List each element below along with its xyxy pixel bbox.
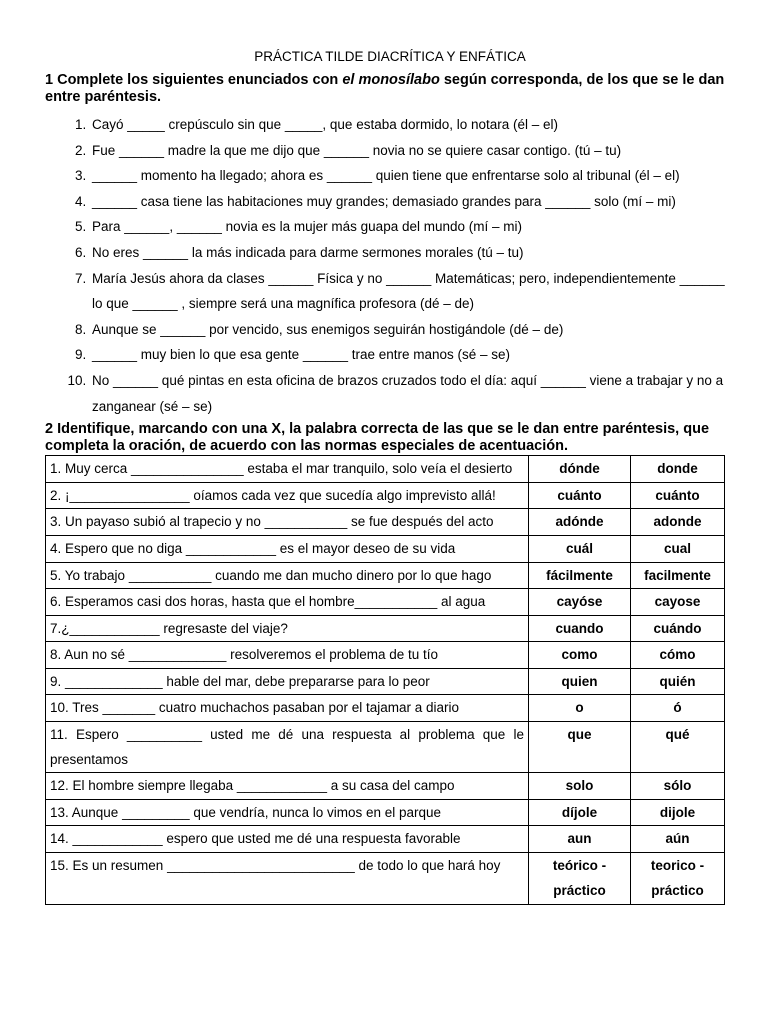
- option-a-cell[interactable]: cuál: [529, 535, 631, 562]
- option-b-cell[interactable]: ó: [631, 695, 725, 722]
- table-row: [46, 773, 725, 800]
- table-row: [46, 826, 725, 853]
- list-item: 3. ______ momento ha llegado; ahora es ______ quien tiene que enfrentarse solo al tribunal (él – el): [90, 163, 725, 189]
- option-a-cell[interactable]: que: [529, 722, 631, 773]
- sentence-cell: 11. Espero __________ usted me dé una respuesta al problema que le presentamos: [46, 722, 529, 773]
- option-b-cell[interactable]: cómo: [631, 642, 725, 669]
- sentence-cell: 8. Aun no sé _____________ resolveremos el problema de tu tío: [46, 642, 529, 669]
- sentence-cell: 2. ¡________________ oíamos cada vez que sucedía algo imprevisto allá!: [46, 482, 529, 509]
- option-b-cell[interactable]: facilmente: [631, 562, 725, 589]
- table-row: [46, 722, 725, 773]
- table-row: [46, 562, 725, 589]
- option-a-cell[interactable]: quien: [529, 668, 631, 695]
- sentence-cell: 1. Muy cerca _______________ estaba el mar tranquilo, solo veía el desierto: [46, 456, 529, 483]
- sentence-cell: 10. Tres _______ cuatro muchachos pasaban por el tajamar a diario: [46, 695, 529, 722]
- option-b-cell[interactable]: adonde: [631, 509, 725, 536]
- section-2-heading: [45, 421, 725, 455]
- option-b-cell[interactable]: quién: [631, 668, 725, 695]
- sentence-cell: 12. El hombre siempre llegaba ____________ a su casa del campo: [46, 773, 529, 800]
- list-item: 4. ______ casa tiene las habitaciones muy grandes; demasiado grandes para ______ solo (mí – mi): [90, 189, 725, 215]
- sentence-cell: 13. Aunque _________ que vendría, nunca lo vimos en el parque: [46, 799, 529, 826]
- option-b-cell[interactable]: sólo: [631, 773, 725, 800]
- sentence-cell: 15. Es un resumen _________________________ de todo lo que hará hoy: [46, 852, 529, 904]
- sentence-cell: 3. Un payaso subió al trapecio y no ___________ se fue después del acto: [46, 509, 529, 536]
- section-1-heading: [45, 72, 725, 106]
- table-row: [46, 589, 725, 616]
- table-row: [46, 615, 725, 642]
- option-a-cell[interactable]: aun: [529, 826, 631, 853]
- list-item: 7. María Jesús ahora da clases ______ Física y no ______ Matemáticas; pero, independientemente ______ lo que ______ , siempre será una magnífica profesora (dé – de): [90, 266, 725, 317]
- option-a-cell[interactable]: o: [529, 695, 631, 722]
- list-item: 1. Cayó _____ crepúsculo sin que _____, que estaba dormido, lo notara (él – el): [90, 112, 725, 138]
- table-row: [46, 535, 725, 562]
- option-a-cell[interactable]: fácilmente: [529, 562, 631, 589]
- option-a-cell[interactable]: solo: [529, 773, 631, 800]
- sentence-cell: 6. Esperamos casi dos horas, hasta que el hombre___________ al agua: [46, 589, 529, 616]
- option-a-cell[interactable]: como: [529, 642, 631, 669]
- option-b-cell[interactable]: dijole: [631, 799, 725, 826]
- sentence-cell: 5. Yo trabajo ___________ cuando me dan mucho dinero por lo que hago: [46, 562, 529, 589]
- section-1-heading-end: según corresponda, de los que se le dan entre paréntesis.: [45, 72, 725, 105]
- section-2-heading-end: , la palabra correcta de las que se le dan entre paréntesis, que completa la oración, de acuerdo con las normas especiales de acentuación.: [45, 421, 710, 455]
- sentence-cell: 4. Espero que no diga ____________ es el mayor deseo de su vida: [46, 535, 529, 562]
- table-row: [46, 695, 725, 722]
- table-row: [46, 509, 725, 536]
- list-item: 6. No eres ______ la más indicada para darme sermones morales (tú – tu): [90, 240, 725, 266]
- table-row: [46, 456, 725, 483]
- table-row: [46, 799, 725, 826]
- option-b-cell[interactable]: teorico - práctico: [631, 852, 725, 904]
- table-row: [46, 642, 725, 669]
- page-title: PRÁCTICA TILDE DIACRÍTICA Y ENFÁTICA: [254, 49, 526, 64]
- accent-table-body: [46, 456, 725, 905]
- option-a-cell[interactable]: dónde: [529, 456, 631, 483]
- accent-table: [45, 455, 725, 905]
- option-a-cell[interactable]: cayóse: [529, 589, 631, 616]
- option-b-cell[interactable]: cual: [631, 535, 725, 562]
- table-row: [46, 668, 725, 695]
- option-b-cell[interactable]: donde: [631, 456, 725, 483]
- list-item: 2. Fue ______ madre la que me dijo que ______ novia no se quiere casar contigo. (tú – tu): [90, 138, 725, 164]
- list-item: 9. ______ muy bien lo que esa gente ______ trae entre manos (sé – se): [90, 342, 725, 368]
- worksheet: [45, 48, 725, 905]
- list-item: 5. Para ______, ______ novia es la mujer más guapa del mundo (mí – mi): [90, 214, 725, 240]
- option-b-cell[interactable]: aún: [631, 826, 725, 853]
- list-item: 8. Aunque se ______ por vencido, sus enemigos seguirán hostigándole (dé – de): [90, 317, 725, 343]
- option-a-cell[interactable]: cuánto: [529, 482, 631, 509]
- list-item: 10. No ______ qué pintas en esta oficina de brazos cruzados todo el día: aquí ______ viene a trabajar y no a zanganear (sé – se): [90, 368, 725, 419]
- table-row: [46, 852, 725, 904]
- option-a-cell[interactable]: adónde: [529, 509, 631, 536]
- sentence-cell: 7.¿____________ regresaste del viaje?: [46, 615, 529, 642]
- option-a-cell[interactable]: cuando: [529, 615, 631, 642]
- table-row: [46, 482, 725, 509]
- section-1-heading-start: 1 Complete los siguientes enunciados con: [45, 72, 343, 88]
- option-a-cell[interactable]: teórico - práctico: [529, 852, 631, 904]
- section-1-heading-italic: el monosílabo: [342, 72, 440, 88]
- option-a-cell[interactable]: díjole: [529, 799, 631, 826]
- exercise-list: [45, 112, 725, 419]
- sentence-cell: 14. ____________ espero que usted me dé una respuesta favorable: [46, 826, 529, 853]
- option-b-cell[interactable]: cuándo: [631, 615, 725, 642]
- sentence-cell: 9. _____________ hable del mar, debe prepararse para lo peor: [46, 668, 529, 695]
- option-b-cell[interactable]: cuánto: [631, 482, 725, 509]
- section-2-heading-x: X: [271, 421, 282, 438]
- section-2-heading-start: 2 Identifique, marcando con una: [45, 421, 272, 438]
- option-b-cell[interactable]: cayose: [631, 589, 725, 616]
- option-b-cell[interactable]: qué: [631, 722, 725, 773]
